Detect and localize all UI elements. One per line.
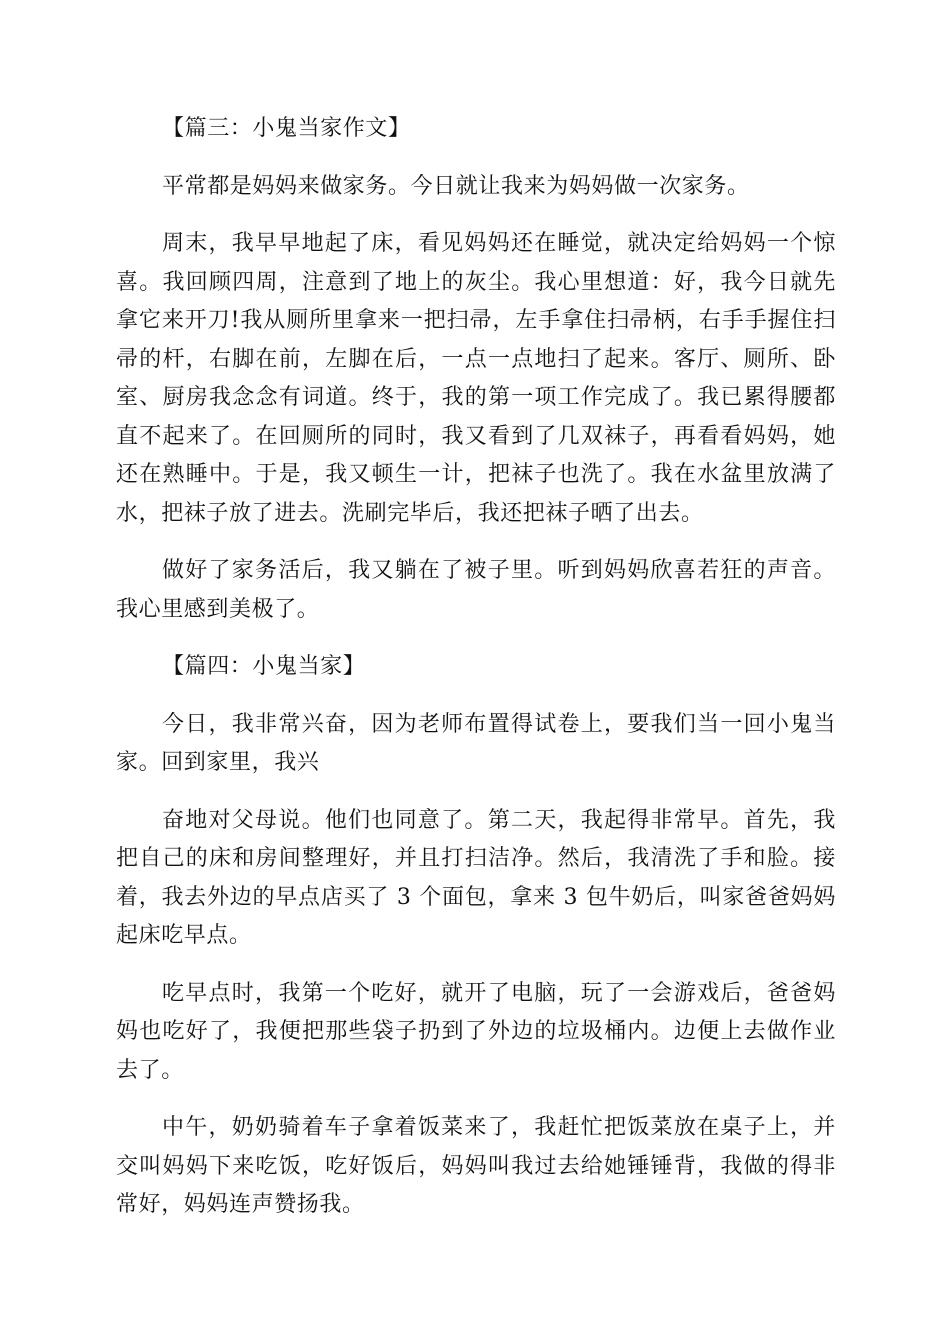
paragraph: 吃早点时，我第一个吃好，就开了电脑，玩了一会游戏后，爸爸妈妈也吃好了，我便把那些袋子扔到了外边的垃圾桶内。边便上去做作业去了。 (116, 980, 836, 1083)
paragraph: 中午，奶奶骑着车子拿着饭菜来了，我赶忙把饭菜放在桌子上，并交叫妈妈下来吃饭，吃好饭后，妈妈叫我过去给她锤锤背，我做的得非常好，妈妈连声赞扬我。 (116, 1115, 836, 1217)
document-body (116, 110, 836, 1244)
paragraph: 奋地对父母说。他们也同意了。第二天，我起得非常早。首先，我把自己的床和房间整理好，并且打扫洁净。然后，我清洗了手和脸。接着，我去外边的早点店买了 3 个面包，拿来 3 包牛奶后，叫家爸爸妈妈起床吃早点。 (116, 807, 836, 948)
paragraph: 做好了家务活后，我又躺在了被子里。听到妈妈欣喜若狂的声音。我心里感到美极了。 (116, 558, 836, 622)
paragraph: 今日，我非常兴奋，因为老师布置得试卷上，要我们当一回小鬼当家。回到家里，我兴 (116, 711, 836, 775)
section-heading: 【篇四：小鬼当家】 (162, 654, 366, 679)
paragraph: 平常都是妈妈来做家务。今日就让我来为妈妈做一次家务。 (162, 173, 750, 199)
paragraph: 周末，我早早地起了床，看见妈妈还在睡觉，就决定给妈妈一个惊喜。我回顾四周，注意到了地上的灰尘。我心里想道：好，我今日就先拿它来开刀!我从厕所里拿来一把扫帚，左手拿住扫帚柄，右手手握住扫帚的杆，右脚在前，左脚在后，一点一点地扫了起来。客厅、厕所、卧室、厨房我念念有词道。终于，我的第一项工作完成了。我已累得腰都直不起来了。在回厕所的同时，我又看到了几双袜子，再看看妈妈，她还在熟睡中。于是，我又顿生一计，把袜子也洗了。我在水盆里放满了水，把袜子放了进去。洗刷完毕后，我还把袜子晒了出去。 (116, 231, 836, 526)
section-heading: 【篇三：小鬼当家作文】 (162, 116, 411, 141)
